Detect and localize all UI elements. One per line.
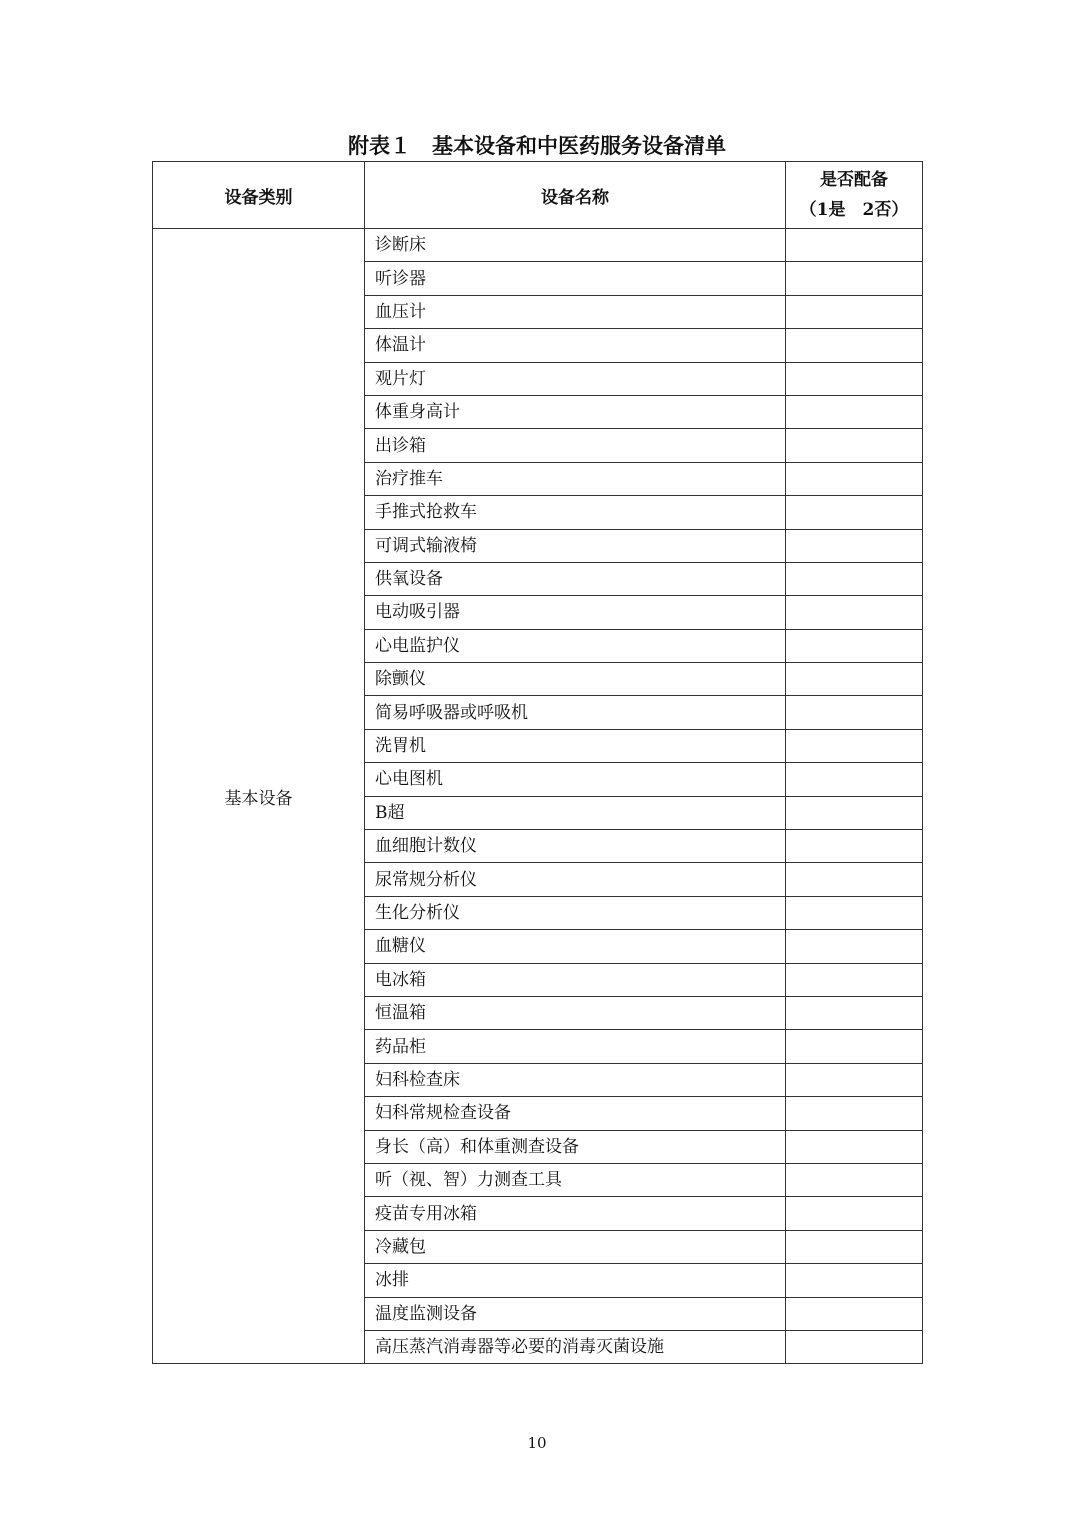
equipped-input-cell[interactable]: [786, 1330, 923, 1363]
page-number: 10: [527, 1434, 547, 1452]
equipment-name-cell: 可调式输液椅: [365, 529, 786, 562]
equipped-input-cell[interactable]: [786, 262, 923, 295]
document-title: 附表１ 基本设备和中医药服务设备清单: [348, 133, 726, 158]
equipped-input-cell[interactable]: [786, 362, 923, 395]
equipped-input-cell[interactable]: [786, 1163, 923, 1196]
equipped-input-cell[interactable]: [786, 596, 923, 629]
equipment-name-cell: 药品柜: [365, 1030, 786, 1063]
equipment-name-cell: 妇科检查床: [365, 1063, 786, 1096]
equipment-name-cell: 简易呼吸器或呼吸机: [365, 696, 786, 729]
equipment-name-cell: 治疗推车: [365, 462, 786, 495]
equipped-input-cell[interactable]: [786, 629, 923, 662]
equipment-name-cell: 供氧设备: [365, 562, 786, 595]
equipment-name-cell: 手推式抢救车: [365, 496, 786, 529]
category-cell: 基本设备: [153, 229, 365, 1364]
equipment-name-cell: 洗胃机: [365, 729, 786, 762]
equipped-input-cell[interactable]: [786, 963, 923, 996]
equipment-name-cell: 生化分析仪: [365, 896, 786, 929]
table-row: [153, 229, 923, 262]
equipped-input-cell[interactable]: [786, 1063, 923, 1096]
equipped-input-cell[interactable]: [786, 729, 923, 762]
equipment-name-cell: 血糖仪: [365, 930, 786, 963]
equipment-name-cell: 听（视、智）力测查工具: [365, 1163, 786, 1196]
equipment-name-cell: 高压蒸汽消毒器等必要的消毒灭菌设施: [365, 1330, 786, 1363]
equipment-name-cell: 血细胞计数仪: [365, 830, 786, 863]
equipment-name-cell: 疫苗专用冰箱: [365, 1197, 786, 1230]
equipped-input-cell[interactable]: [786, 863, 923, 896]
header-equipped-legend: （1是 2否）: [799, 200, 909, 220]
equipment-name-cell: 电冰箱: [365, 963, 786, 996]
table-header-row: [153, 162, 923, 229]
equipment-name-cell: B超: [365, 796, 786, 829]
equipped-input-cell[interactable]: [786, 529, 923, 562]
equipment-name-cell: 妇科常规检查设备: [365, 1097, 786, 1130]
equipped-input-cell[interactable]: [786, 763, 923, 796]
equipment-table: [152, 161, 923, 1364]
equipped-input-cell[interactable]: [786, 395, 923, 428]
equipped-input-cell[interactable]: [786, 1264, 923, 1297]
equipment-name-cell: 听诊器: [365, 262, 786, 295]
equipment-name-cell: 冷藏包: [365, 1230, 786, 1263]
equipped-input-cell[interactable]: [786, 1097, 923, 1130]
equipment-name-cell: 出诊箱: [365, 429, 786, 462]
equipped-input-cell[interactable]: [786, 663, 923, 696]
equipment-name-cell: 心电图机: [365, 763, 786, 796]
equipped-input-cell[interactable]: [786, 496, 923, 529]
equipment-name-cell: 电动吸引器: [365, 596, 786, 629]
equipped-input-cell[interactable]: [786, 796, 923, 829]
equipment-name-cell: 心电监护仪: [365, 629, 786, 662]
equipment-name-cell: 温度监测设备: [365, 1297, 786, 1330]
equipment-name-cell: 体重身高计: [365, 395, 786, 428]
equipped-input-cell[interactable]: [786, 896, 923, 929]
equipped-input-cell[interactable]: [786, 1297, 923, 1330]
equipment-name-cell: 除颤仪: [365, 663, 786, 696]
equipment-name-cell: 身长（高）和体重测查设备: [365, 1130, 786, 1163]
equipped-input-cell[interactable]: [786, 562, 923, 595]
equipment-name-cell: 体温计: [365, 329, 786, 362]
equipped-input-cell[interactable]: [786, 1197, 923, 1230]
equipped-input-cell[interactable]: [786, 930, 923, 963]
equipped-input-cell[interactable]: [786, 462, 923, 495]
equipped-input-cell[interactable]: [786, 1030, 923, 1063]
equipment-name-cell: 观片灯: [365, 362, 786, 395]
equipment-name-cell: 恒温箱: [365, 996, 786, 1029]
equipment-name-cell: 血压计: [365, 295, 786, 328]
header-category: 设备类别: [153, 162, 365, 229]
header-equipment-name: 设备名称: [365, 162, 786, 229]
equipped-input-cell[interactable]: [786, 329, 923, 362]
equipped-input-cell[interactable]: [786, 996, 923, 1029]
equipped-input-cell[interactable]: [786, 1230, 923, 1263]
table-body: [153, 229, 923, 1364]
equipment-name-cell: 冰排: [365, 1264, 786, 1297]
equipped-input-cell[interactable]: [786, 1130, 923, 1163]
equipped-input-cell[interactable]: [786, 830, 923, 863]
equipment-name-cell: 诊断床: [365, 229, 786, 262]
equipped-input-cell[interactable]: [786, 229, 923, 262]
header-equipped-label: 是否配备: [820, 170, 888, 190]
equipped-input-cell[interactable]: [786, 429, 923, 462]
equipped-input-cell[interactable]: [786, 696, 923, 729]
header-equipped: [786, 162, 923, 229]
equipment-name-cell: 尿常规分析仪: [365, 863, 786, 896]
equipped-input-cell[interactable]: [786, 295, 923, 328]
